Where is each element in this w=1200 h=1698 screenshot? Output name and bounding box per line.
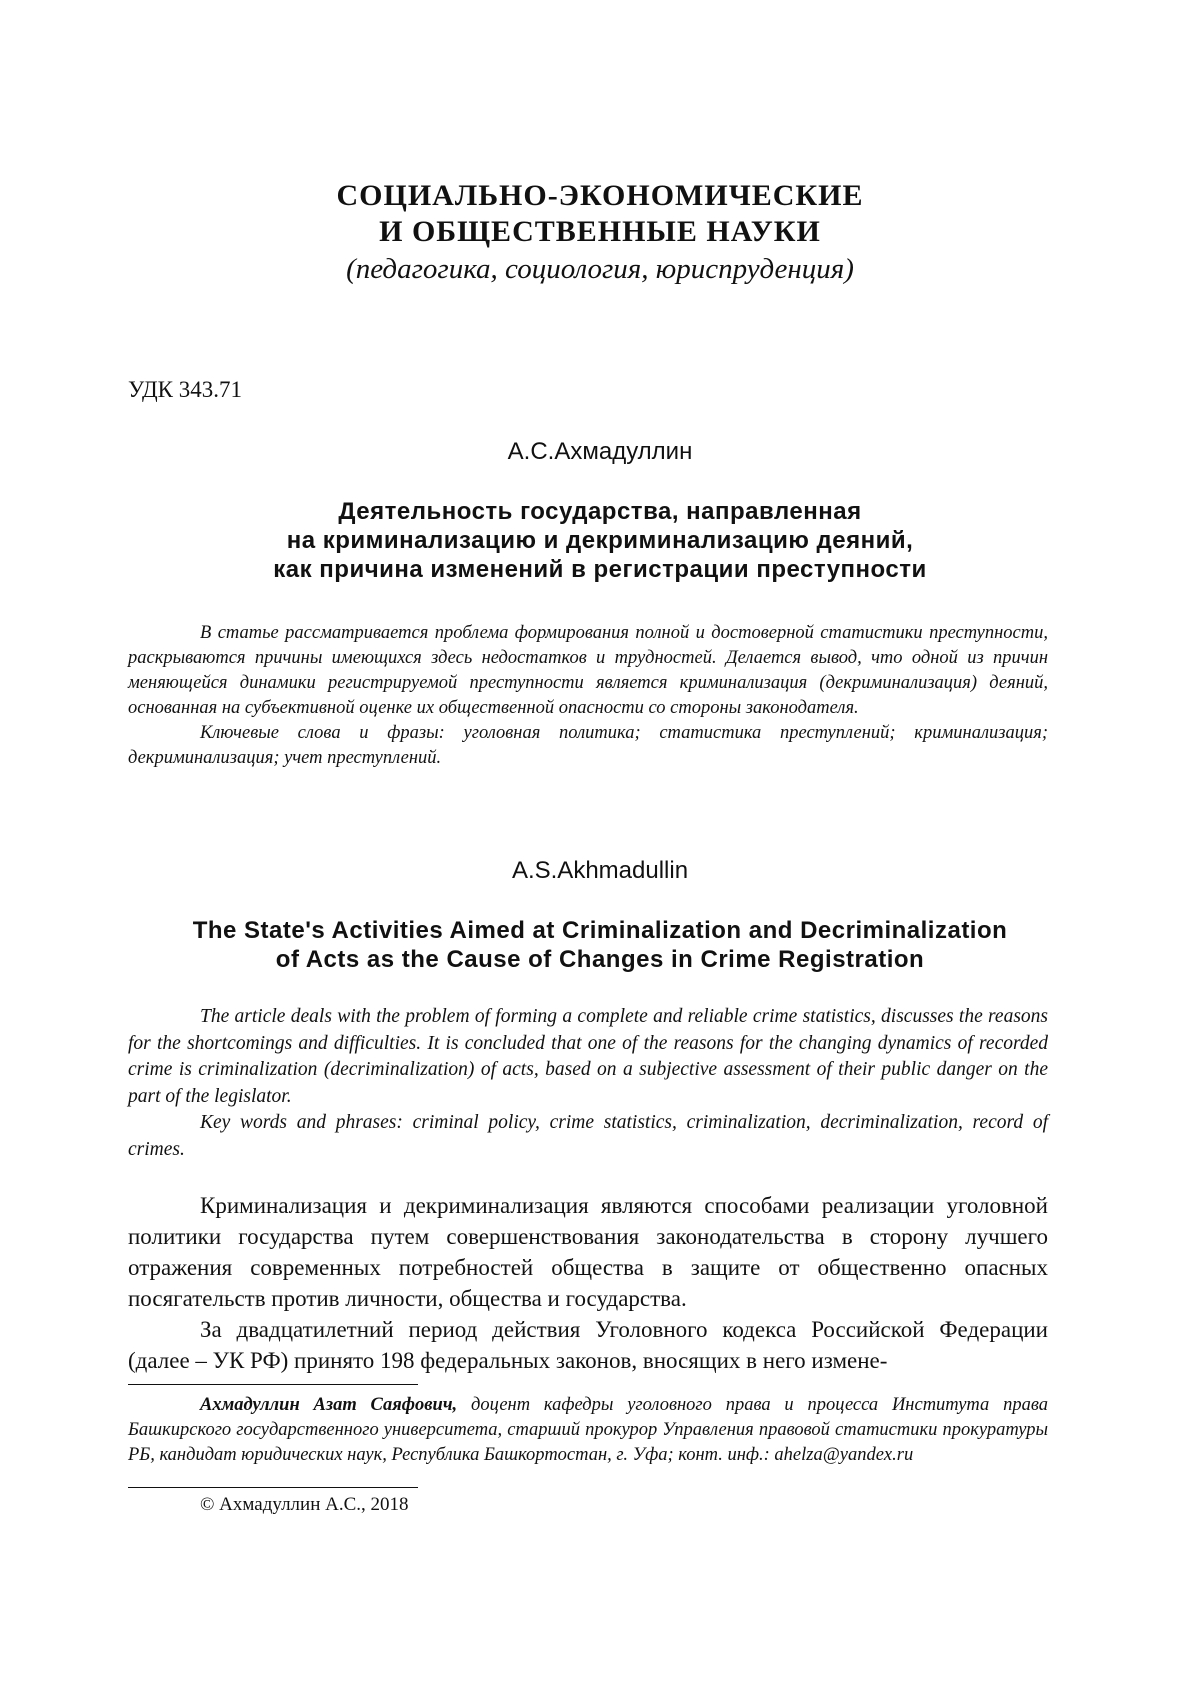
footnote bbox=[128, 1393, 1048, 1468]
body-text bbox=[128, 1190, 1048, 1376]
udc-code: УДК 343.71 bbox=[128, 377, 242, 402]
copyright-divider bbox=[128, 1487, 418, 1488]
footnote-author-info: доцент кафедры уголовного права и процесса Института права Башкирского государственного университета, старший прокурор Управления правовой статистики прокуратуры РБ, кандидат юридических наук, Республика Башкортостан, г. Уфа; конт. инф.: ahelza@yandex.ru bbox=[128, 1395, 1048, 1465]
section-title-line-1: СОЦИАЛЬНО-ЭКОНОМИЧЕСКИЕ bbox=[336, 179, 864, 212]
footnote-author-name: Ахмадуллин Азат Саяфович, bbox=[200, 1395, 458, 1415]
copyright: © Ахмадуллин А.С., 2018 bbox=[200, 1494, 409, 1515]
section-title-line-2: И ОБЩЕСТВЕННЫЕ НАУКИ bbox=[379, 215, 821, 248]
keywords-ru: Ключевые слова и фразы: уголовная политика; статистика преступлений; криминализация; декриминализация; учет преступлений. bbox=[128, 723, 1048, 768]
keywords-en: Key words and phrases: criminal policy, crime statistics, criminalization, decriminalization, record of crimes. bbox=[128, 1112, 1048, 1160]
author-ru: А.С.Ахмадуллин bbox=[507, 438, 693, 465]
article-title-en-line-2: of Acts as the Cause of Changes in Crime Registration bbox=[275, 946, 925, 973]
article-title-ru-line-3: как причина изменений в регистрации преступности bbox=[273, 556, 927, 583]
footnote-divider bbox=[128, 1384, 418, 1385]
body-paragraph-2: За двадцатилетний период действия Уголовного кодекса Российской Федерации (далее – УК РФ) принято 198 федеральных законов, вносящих в него измене- bbox=[128, 1317, 1048, 1373]
abstract-ru-text: В статье рассматривается проблема формирования полной и достоверной статистики преступности, раскрываются причины имеющихся здесь недостатков и трудностей. Делается вывод, что одной из причин меняющейся динамики регистрируемой преступности является криминализация (декриминализация) деяний, основанная на субъективной оценке их общественной опасности со стороны законодателя. bbox=[128, 623, 1048, 718]
abstract-en-text: The article deals with the problem of forming a complete and reliable crime statistics, discusses the reasons for the shortcomings and difficulties. It is concluded that one of the reasons for the changing dynamics of recorded crime is criminalization (decriminalization) of acts, based on a subjective assessment of their public danger on the part of the legislator. bbox=[128, 1006, 1048, 1107]
article-title-ru bbox=[0, 497, 1200, 584]
article-title-en-line-1: The State's Activities Aimed at Criminalization and Decriminalization bbox=[192, 917, 1008, 944]
section-subtitle: (педагогика, социология, юриспруденция) bbox=[346, 253, 854, 285]
article-title-ru-line-1: Деятельность государства, направленная bbox=[338, 498, 862, 525]
body-paragraph-1: Криминализация и декриминализация являются способами реализации уголовной политики государства путем совершенствования законодательства в сторону лучшего отражения современных потребностей общества в защите от общественно опасных посягательств против личности, общества и государства. bbox=[128, 1193, 1048, 1311]
abstract-en bbox=[128, 1004, 1048, 1163]
article-title-ru-line-2: на криминализацию и декриминализацию деяний, bbox=[286, 527, 914, 554]
article-title-en bbox=[0, 916, 1200, 974]
section-title bbox=[0, 178, 1200, 250]
footnote-paragraph bbox=[128, 1393, 1048, 1468]
author-en: A.S.Akhmadullin bbox=[511, 857, 689, 884]
abstract-ru bbox=[128, 621, 1048, 771]
